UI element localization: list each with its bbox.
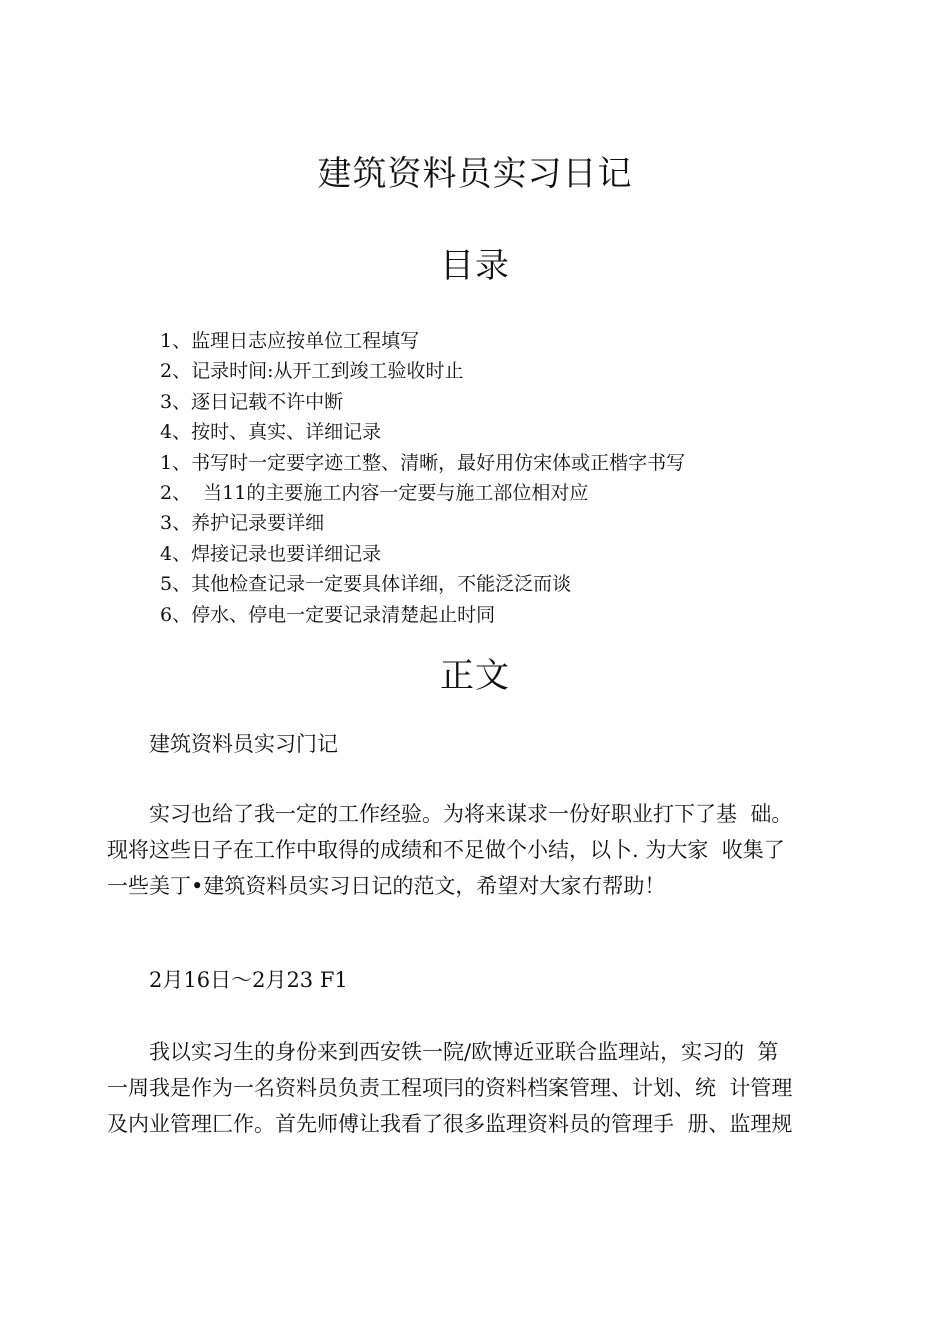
- toc-item: 2、 当11的主要施工内容一定要与施工部位相对应: [160, 481, 589, 504]
- toc-item: 3、养护记录要详细: [160, 512, 325, 535]
- toc-item: 2、记录时间:从开工到竣工验收时止: [160, 360, 464, 383]
- toc-item: 3、逐日记载不许中断: [160, 390, 344, 413]
- body-heading: 正文: [440, 656, 510, 696]
- document-title: 建筑资料员实习日记: [317, 154, 633, 194]
- toc-item: 1、书写时一定要字迹工整、清晰，最好用仿宋体或正楷字书写: [160, 451, 686, 474]
- toc-item: 1、监理日志应按单位工程填写: [160, 330, 420, 352]
- toc-item: 6、停水、停电一定要记录清楚起止时同: [160, 603, 496, 626]
- toc-heading: 目录: [440, 246, 510, 286]
- intro-paragraph: 实习也给了我一定的工作经验。为将来谋求一份好职业打下了基 础。 现将这些日子在工作中取得的成绩和不足做个小结，以卜. 为大家 收集了 一些美丁•建筑资料员实习日记的范文，希望对大家冇帮助！: [107, 802, 793, 898]
- toc-item: 5、其他检查记录一定要具体详细，不能泛泛而谈: [160, 573, 572, 596]
- diary-subtitle: 建筑资料员实习门记: [149, 732, 338, 756]
- main-paragraph: 我以实习生的身份来到西安铁一院/欧博近亚联合监理站，实习的 第 一周我是作为一名资料员负责工程项冃的资料档案管理、计划、统 计管理 及内业管理匚作。首先师傅让我看了很多监理资料员的管理手 册、监理规: [107, 1040, 793, 1136]
- toc-item: 4、焊接记录也要详细记录: [160, 542, 382, 565]
- table-of-contents: [160, 326, 685, 630]
- toc-item: 4、按时、真实、详细记录: [160, 421, 382, 444]
- date-range: 2月16日〜2月23 F1: [149, 968, 348, 992]
